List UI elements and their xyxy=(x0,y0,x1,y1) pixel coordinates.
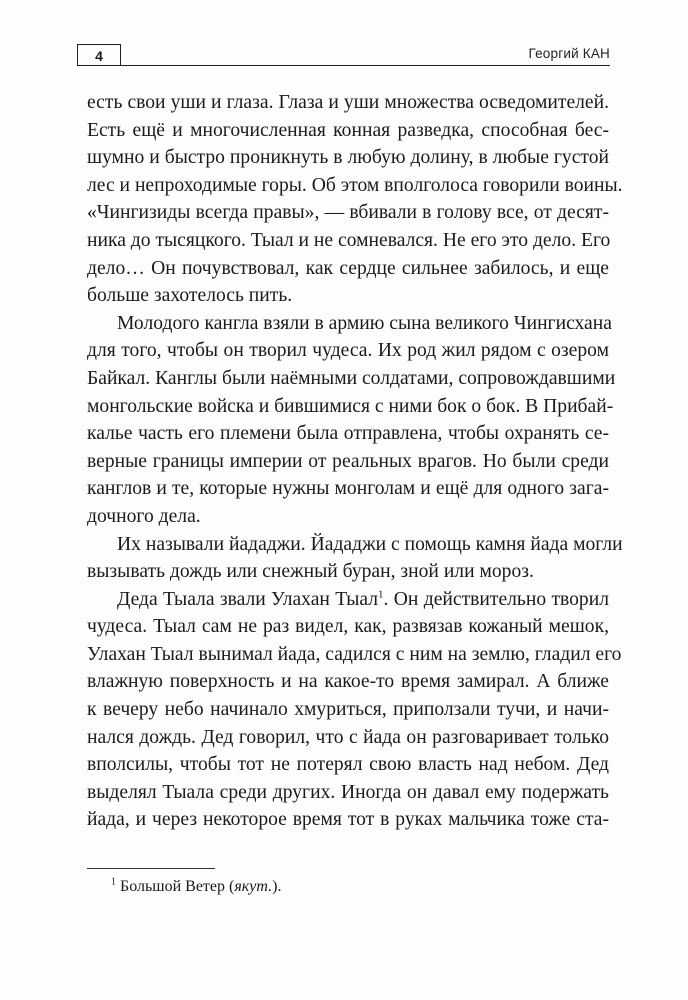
text-line: шумно и быстро проникнуть в любую долину, в любые густой xyxy=(87,147,609,169)
text-line: верные границы империи от реальных врагов. Но были среди xyxy=(87,450,609,472)
text-line: лес и непроходимые горы. Об этом вполголоса говорили воины. xyxy=(87,174,623,196)
footnote-reference: 1 xyxy=(378,588,384,601)
text-line: Байкал. Канглы были наёмными солдатами, сопровождавшими xyxy=(87,367,616,389)
text-line: Их называли йададжи. Йададжи с помощь камня йада могли xyxy=(117,533,623,555)
text-line: для того, чтобы он творил чудеса. Их род жил рядом с озером xyxy=(87,340,609,362)
text-line: вызывать дождь или снежный буран, зной или мороз. xyxy=(87,561,534,583)
text-line: ника до тысяцкого. Тыал и не сомневался. Не его это дело. Его xyxy=(87,229,611,251)
text-line: дело… Он почувствовал, как сердце сильнее забилось, и еще xyxy=(87,257,609,279)
footnote-text: ). xyxy=(272,878,282,895)
page-number: 4 xyxy=(77,44,121,66)
footnote-text-italic: якут. xyxy=(234,878,273,895)
text-line: чудеса. Тыал сам не раз видел, как, развязав кожаный мешок, xyxy=(87,616,609,638)
text-line: есть свои уши и глаза. Глаза и уши множества осведомителей. xyxy=(87,92,609,113)
text-line xyxy=(87,586,609,614)
page-header xyxy=(77,44,610,68)
text-line: больше захотелось пить. xyxy=(87,285,293,307)
text-line: монгольские войска и бившимися с ними бок о бок. В Прибай- xyxy=(87,395,614,417)
text-line: к вечеру небо начинало хмуриться, приползали тучи, и начи- xyxy=(87,699,609,721)
text-line: Есть ещё и многочисленная конная разведка, способная бес- xyxy=(87,119,609,141)
running-title-author: Георгий КАН xyxy=(528,46,610,61)
text-line: калье часть его племени была отправлена, чтобы охранять се- xyxy=(87,423,609,445)
text-line: Молодого кангла взяли в армию сына великого Чингисхана xyxy=(117,312,612,334)
text-fragment: Деда Тыала звали Улахан Тыал xyxy=(117,588,379,610)
footnote-text: Большой Ветер ( xyxy=(116,878,235,895)
footnote xyxy=(111,876,281,898)
text-fragment: . Он действительно творил xyxy=(383,588,609,610)
text-line: дочного дела. xyxy=(87,505,201,527)
text-line: влажную поверхность и на какое-то время замирал. А ближе xyxy=(87,671,609,693)
text-line: нался дождь. Дед говорил, что с йада он разговаривает только xyxy=(87,726,609,748)
text-line: «Чингизиды всегда правы», — вбивали в голову все, от десят- xyxy=(87,202,609,224)
body-text xyxy=(87,89,623,834)
text-line: выделял Тыала среди других. Иногда он давал ему подержать xyxy=(87,781,609,803)
footnote-rule xyxy=(87,868,215,869)
header-rule xyxy=(77,65,610,66)
text-line: вполсилы, чтобы тот не потерял свою власть над небом. Дед xyxy=(87,754,609,776)
text-line: йада, и через некоторое время тот в руках мальчика тоже ста- xyxy=(87,809,609,831)
text-line: канглов и те, которые нужны монголам и ещё для одного зага- xyxy=(87,478,609,500)
text-line: Улахан Тыал вынимал йада, садился с ним на землю, гладил его xyxy=(87,643,622,665)
footnote-marker: 1 xyxy=(111,876,116,888)
